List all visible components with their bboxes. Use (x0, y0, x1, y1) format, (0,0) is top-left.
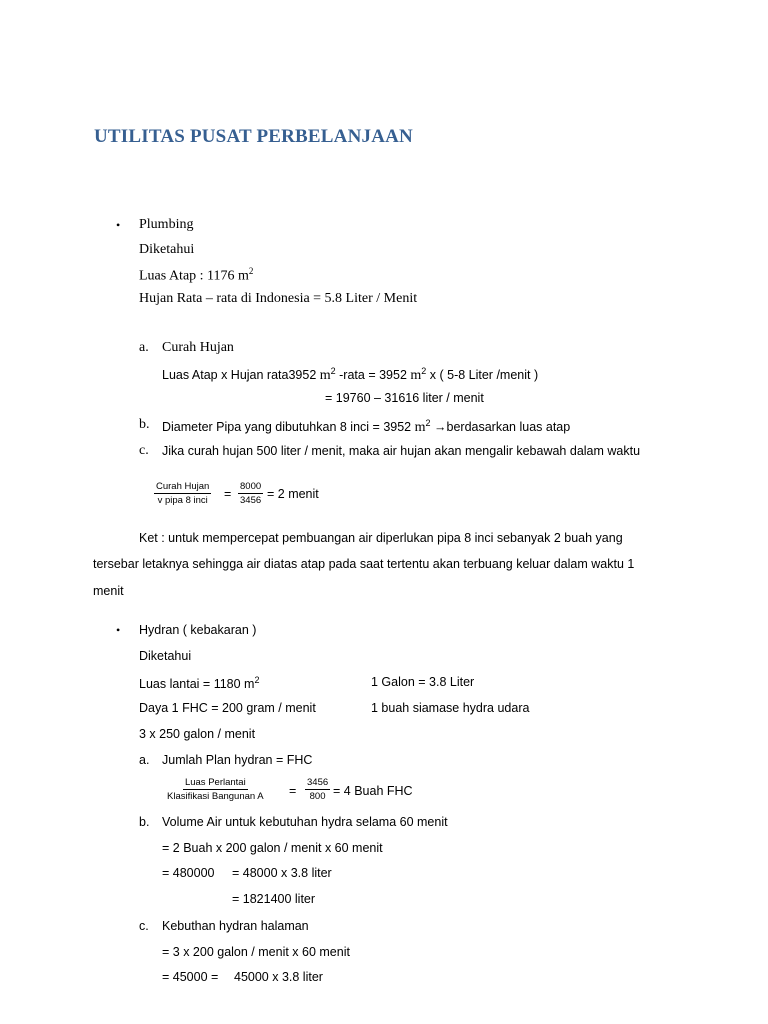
fraction-8000-3456: $\frac{8000}{3456}$ (240, 481, 262, 506)
kebutuhan-hydran-line-2a: = 45000 = (162, 970, 219, 984)
curah-hujan-question: Jika curah hujan 500 liter / menit, maka air hujan akan mengalir kebawah dalam waktu (162, 444, 641, 458)
hydran-item-a-marker: a. (139, 753, 150, 767)
hydran-heading: Hydran ( kebakaran ) (139, 623, 257, 637)
galon-liter: 1 Galon = 3.8 Liter (371, 675, 475, 689)
equals-sign: = (224, 487, 232, 501)
plumbing-diketahui: Diketahui (139, 242, 195, 257)
ket-line-1: Ket : untuk mempercepat pembuangan air diperlukan pipa 8 inci sebanyak 2 buah yang (139, 531, 623, 545)
curah-hujan-title: Curah Hujan (162, 340, 234, 355)
fraction-curah-hujan: Curah Hujan v pipa 8 inci (156, 481, 210, 506)
hujan-rata: Hujan Rata – rata di Indonesia = 5.8 Liter / Menit (139, 291, 418, 306)
item-c-marker: c. (139, 443, 149, 458)
ket-line-3: menit (93, 584, 124, 598)
item-b-marker: b. (139, 417, 150, 432)
equals-sign-2: = (289, 784, 297, 798)
volume-air-line-1: = 2 Buah x 200 galon / menit x 60 menit (162, 841, 383, 855)
kebutuhan-hydran-line-1: = 3 x 200 galon / menit x 60 menit (162, 945, 350, 959)
ket-line-2: tersebar letaknya sehingga air diatas atap pada saat tertentu akan terbuang keluar dalam waktu 1 (93, 557, 635, 571)
result-4-buah-fhc: = 4 Buah FHC (333, 784, 413, 798)
bullet-hydran: • (116, 623, 121, 637)
luas-lantai: Luas lantai = 1180 $m^2$ (139, 675, 260, 692)
volume-air-line-2b: = 48000 x 3.8 liter (232, 866, 332, 880)
volume-air-title: Volume Air untuk kebutuhan hydra selama 60 menit (162, 815, 448, 829)
fraction-luas-perlantai: Luas Perlantai Klasifikasi Bangunan A (167, 777, 264, 802)
fraction-3456-800: $\frac{3456}{800}$ (307, 777, 329, 802)
hydran-diketahui: Diketahui (139, 649, 192, 663)
page-title: UTILITAS PUSAT PERBELANJAAN (94, 126, 413, 147)
siamase: 1 buah siamase hydra udara (371, 701, 530, 715)
bullet-plumbing: • (116, 218, 121, 232)
curah-hujan-formula: Luas Atap x Hujan rata3952 $m^2$ -rata = 3952 $m^2$ x ( 5-8 Liter /menit ) (162, 366, 539, 384)
hydran-item-c-marker: c. (139, 919, 149, 933)
kebutuhan-hydran-line-2b: 45000 x 3.8 liter (234, 970, 323, 984)
volume-air-line-3: = 1821400 liter (232, 892, 316, 906)
diameter-pipa: Diameter Pipa yang dibutuhkan 8 inci = 3952 $m^2$ →berdasarkan luas atap (162, 418, 571, 436)
galon-per-menit: 3 x 250 galon / menit (139, 727, 256, 741)
result-2-menit: = 2 menit (267, 487, 319, 501)
item-a-marker: a. (139, 340, 149, 355)
hydran-item-b-marker: b. (139, 815, 150, 829)
plumbing-heading: Plumbing (139, 217, 194, 232)
daya-fhc: Daya 1 FHC = 200 gram / menit (139, 701, 316, 715)
kebutuhan-hydran-title: Kebuthan hydran halaman (162, 919, 309, 933)
curah-hujan-result: = 19760 – 31616 liter / menit (325, 391, 484, 405)
jumlah-plan-hydran: Jumlah Plan hydran = FHC (162, 753, 313, 767)
arrow-right-icon: → (434, 420, 447, 435)
volume-air-line-2a: = 480000 (162, 866, 215, 880)
luas-atap: Luas Atap : 1176 $m^2$ (139, 266, 254, 284)
